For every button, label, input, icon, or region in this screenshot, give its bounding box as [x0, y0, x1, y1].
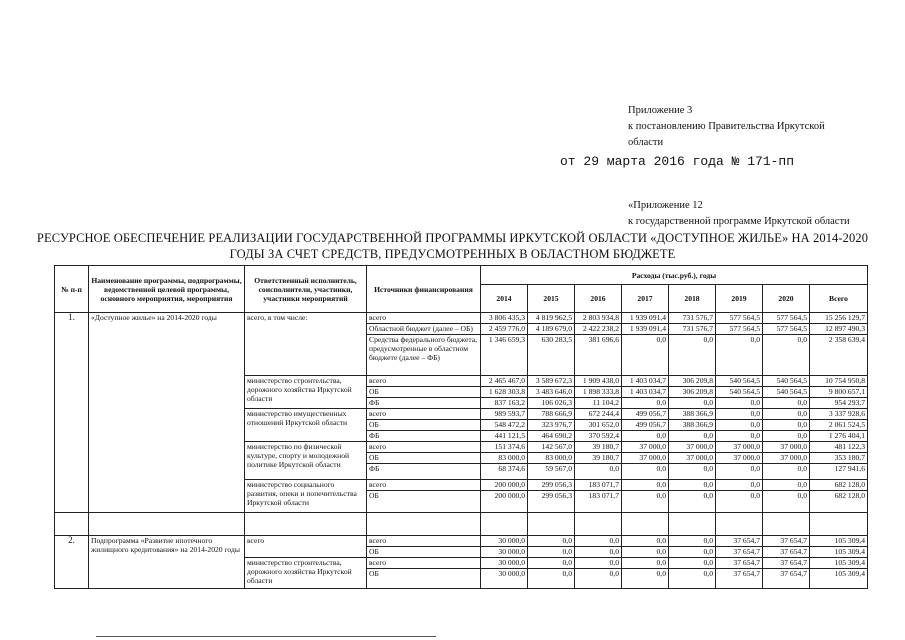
year-value: 37 000,0 [763, 453, 810, 464]
total-value: 105 309,4 [810, 558, 868, 569]
year-value: 0,0 [669, 464, 716, 480]
gap-cell [245, 513, 367, 536]
gap-cell [367, 513, 481, 536]
year-value: 0,0 [622, 335, 669, 376]
gap-cell [55, 513, 89, 536]
year-value: 37 654,7 [763, 558, 810, 569]
year-value: 0,0 [669, 398, 716, 409]
document-title [0, 230, 905, 262]
year-value: 0,0 [622, 464, 669, 480]
year-value: 37 654,7 [763, 569, 810, 589]
year-value: 0,0 [669, 558, 716, 569]
year-value: 0,0 [528, 558, 575, 569]
year-value: 37 654,7 [716, 558, 763, 569]
year-value: 37 654,7 [763, 536, 810, 547]
year-value: 0,0 [575, 464, 622, 480]
total-value: 3 337 928,6 [810, 409, 868, 420]
gap-cell [481, 513, 528, 536]
year-value: 106 026,3 [528, 398, 575, 409]
total-value: 105 309,4 [810, 547, 868, 558]
year-value: 183 071,7 [575, 480, 622, 491]
funding-source: ФБ [367, 431, 481, 442]
col-responsible-header: Ответственный исполнитель, соисполнители, участники, участники мероприятий [245, 266, 367, 313]
year-value: 37 000,0 [716, 442, 763, 453]
year-value: 0,0 [622, 480, 669, 491]
funding-source: Средства федерального бюджета, предусмотренные в областном бюджете (далее – ФБ) [367, 335, 481, 376]
year-value: 30 000,0 [481, 536, 528, 547]
funding-source: ОБ [367, 387, 481, 398]
col-expenses-header: Расходы (тыс.руб.), годы [481, 266, 868, 285]
year-value: 370 592,4 [575, 431, 622, 442]
page-bottom-rule [96, 636, 436, 637]
col-name-header: Наименование программы, подпрограммы, ведомственной целевой программы, основного мероприятия, мероприятия [89, 266, 245, 313]
total-value: 105 309,4 [810, 569, 868, 589]
year-value: 183 071,7 [575, 491, 622, 513]
year-value: 1 346 659,3 [481, 335, 528, 376]
table-row [55, 313, 868, 324]
year-value: 0,0 [622, 536, 669, 547]
program-reference: к государственной программе Иркутской области [628, 216, 850, 227]
year-value: 0,0 [669, 547, 716, 558]
year-value: 1 628 303,8 [481, 387, 528, 398]
funding-source: ФБ [367, 464, 481, 480]
year-value: 0,0 [763, 464, 810, 480]
gap-cell [810, 513, 868, 536]
funding-source: ФБ [367, 398, 481, 409]
region-label: области [628, 137, 664, 148]
funding-source: ОБ [367, 547, 481, 558]
responsible-sport: министерство по физической культуре, спорту и молодежной политике Иркутской области [245, 442, 367, 480]
year-value: 301 652,0 [575, 420, 622, 431]
col-num-header: № п-п [55, 266, 89, 313]
year-value: 0,0 [716, 491, 763, 513]
year-value: 200 000,0 [481, 480, 528, 491]
table-row [55, 536, 868, 547]
year-value: 0,0 [669, 491, 716, 513]
total-value: 353 180,7 [810, 453, 868, 464]
year-value: 0,0 [575, 547, 622, 558]
year-value: 3 483 646,0 [528, 387, 575, 398]
year-header: 2016 [575, 285, 622, 313]
year-value: 0,0 [763, 431, 810, 442]
year-value: 3 806 435,3 [481, 313, 528, 324]
year-header: 2017 [622, 285, 669, 313]
total-value: 127 941,6 [810, 464, 868, 480]
year-value: 306 209,8 [669, 376, 716, 387]
year-header: 2019 [716, 285, 763, 313]
year-value: 37 000,0 [716, 453, 763, 464]
row-number: 1. [55, 313, 89, 513]
year-value: 0,0 [528, 536, 575, 547]
funding-source: Областной бюджет (далее – ОБ) [367, 324, 481, 335]
gap-cell [89, 513, 245, 536]
funding-source: всего [367, 558, 481, 569]
total-value: 481 122,3 [810, 442, 868, 453]
total-value: 954 293,7 [810, 398, 868, 409]
year-value: 0,0 [716, 398, 763, 409]
year-value: 989 593,7 [481, 409, 528, 420]
year-value: 2 422 238,2 [575, 324, 622, 335]
funding-source: всего [367, 480, 481, 491]
year-value: 0,0 [716, 480, 763, 491]
year-value: 0,0 [763, 491, 810, 513]
budget-table [54, 265, 868, 589]
total-value: 1 276 404,1 [810, 431, 868, 442]
year-value: 0,0 [622, 491, 669, 513]
funding-source: всего [367, 442, 481, 453]
year-value: 83 000,0 [528, 453, 575, 464]
total-value: 9 800 657,1 [810, 387, 868, 398]
year-value: 0,0 [763, 335, 810, 376]
year-value: 0,0 [622, 547, 669, 558]
section-gap [55, 513, 868, 536]
responsible-total: всего, в том числе: [245, 313, 367, 376]
total-value: 10 754 950,8 [810, 376, 868, 387]
year-value: 1 403 034,7 [622, 387, 669, 398]
year-value: 0,0 [716, 409, 763, 420]
year-value: 0,0 [669, 536, 716, 547]
year-value: 37 000,0 [669, 442, 716, 453]
year-value: 151 374,6 [481, 442, 528, 453]
annex-header [628, 103, 825, 151]
year-value: 540 564,5 [763, 387, 810, 398]
program-name: «Доступное жилье» на 2014-2020 годы [89, 313, 245, 513]
funding-source: ОБ [367, 569, 481, 589]
year-value: 0,0 [575, 569, 622, 589]
year-value: 37 000,0 [669, 453, 716, 464]
year-value: 299 056,3 [528, 480, 575, 491]
year-value: 37 654,7 [716, 536, 763, 547]
year-value: 37 000,0 [622, 442, 669, 453]
year-value: 672 244,4 [575, 409, 622, 420]
year-value: 4 819 962,5 [528, 313, 575, 324]
year-value: 0,0 [669, 480, 716, 491]
year-value: 0,0 [622, 398, 669, 409]
total-value: 12 897 490,3 [810, 324, 868, 335]
funding-source: всего [367, 536, 481, 547]
year-value: 0,0 [669, 569, 716, 589]
funding-source: всего [367, 313, 481, 324]
year-value: 788 666,9 [528, 409, 575, 420]
year-value: 0,0 [622, 558, 669, 569]
year-value: 577 564,5 [763, 313, 810, 324]
year-value: 837 163,2 [481, 398, 528, 409]
year-value: 2 803 934,8 [575, 313, 622, 324]
gap-cell [763, 513, 810, 536]
year-value: 0,0 [716, 464, 763, 480]
responsible-social: министерство социального развития, опеки и попечительства Иркутской области [245, 480, 367, 513]
year-value: 540 564,5 [716, 387, 763, 398]
year-value: 37 654,7 [763, 547, 810, 558]
year-value: 2 465 467,0 [481, 376, 528, 387]
year-value: 0,0 [575, 558, 622, 569]
year-value: 0,0 [763, 398, 810, 409]
year-value: 388 366,9 [669, 409, 716, 420]
year-value: 37 000,0 [763, 442, 810, 453]
year-header: 2020 [763, 285, 810, 313]
funding-source: ОБ [367, 453, 481, 464]
year-value: 142 567,0 [528, 442, 575, 453]
year-value: 37 000,0 [622, 453, 669, 464]
year-value: 0,0 [622, 569, 669, 589]
year-value: 1 939 091,4 [622, 324, 669, 335]
year-value: 200 000,0 [481, 491, 528, 513]
subprogram-name: Подпрограмма «Развитие ипотечного жилищного кредитования» на 2014-2020 годы [89, 536, 245, 589]
year-value: 0,0 [528, 569, 575, 589]
title-line-2: ГОДЫ ЗА СЧЕТ СРЕДСТВ, ПРЕДУСМОТРЕННЫХ В ОБЛАСТНОМ БЮДЖЕТЕ [229, 247, 676, 261]
year-value: 499 056,7 [622, 409, 669, 420]
total-header: Всего [810, 285, 868, 313]
year-value: 30 000,0 [481, 558, 528, 569]
decree-reference: к постановлению Правительства Иркутской [628, 121, 825, 132]
year-value: 0,0 [669, 335, 716, 376]
responsible-construction: министерство строительства, дорожного хозяйства Иркутской области [245, 558, 367, 589]
year-value: 499 056,7 [622, 420, 669, 431]
year-value: 0,0 [763, 480, 810, 491]
annex12-header [628, 198, 850, 230]
row-number: 2. [55, 536, 89, 589]
col-source-header: Источники финансирования [367, 266, 481, 313]
year-value: 306 209,8 [669, 387, 716, 398]
year-value: 577 564,5 [763, 324, 810, 335]
year-header: 2014 [481, 285, 528, 313]
year-value: 0,0 [622, 431, 669, 442]
funding-source: всего [367, 376, 481, 387]
year-header: 2015 [528, 285, 575, 313]
year-value: 30 000,0 [481, 547, 528, 558]
year-value: 39 180,7 [575, 442, 622, 453]
year-header: 2018 [669, 285, 716, 313]
year-value: 37 654,7 [716, 569, 763, 589]
year-value: 3 589 672,3 [528, 376, 575, 387]
year-value: 83 000,0 [481, 453, 528, 464]
year-value: 0,0 [763, 409, 810, 420]
year-value: 0,0 [716, 335, 763, 376]
year-value: 388 366,9 [669, 420, 716, 431]
table-header-row [55, 266, 868, 285]
title-line-1: РЕСУРСНОЕ ОБЕСПЕЧЕНИЕ РЕАЛИЗАЦИИ ГОСУДАРСТВЕННОЙ ПРОГРАММЫ ИРКУТСКОЙ ОБЛАСТИ «ДОСТУПНОЕ ЖИЛЬЕ» НА 2014-2020 [36, 231, 869, 245]
responsible-construction: министерство строительства, дорожного хозяйства Иркутской области [245, 376, 367, 409]
year-value: 323 976,7 [528, 420, 575, 431]
year-value: 1 898 333,8 [575, 387, 622, 398]
year-value: 1 939 091,4 [622, 313, 669, 324]
year-value: 731 576,7 [669, 324, 716, 335]
year-value: 0,0 [669, 431, 716, 442]
year-value: 37 654,7 [716, 547, 763, 558]
total-value: 15 256 129,7 [810, 313, 868, 324]
total-value: 2 358 639,4 [810, 335, 868, 376]
annex12-label: «Приложение 12 [628, 200, 703, 211]
year-value: 548 472,2 [481, 420, 528, 431]
year-value: 0,0 [575, 536, 622, 547]
year-value: 0,0 [528, 547, 575, 558]
year-value: 630 283,5 [528, 335, 575, 376]
year-value: 4 189 679,0 [528, 324, 575, 335]
gap-cell [622, 513, 669, 536]
total-value: 682 128,0 [810, 491, 868, 513]
funding-source: всего [367, 409, 481, 420]
year-value: 0,0 [716, 431, 763, 442]
year-value: 68 374,6 [481, 464, 528, 480]
total-value: 2 061 524,5 [810, 420, 868, 431]
gap-cell [528, 513, 575, 536]
year-value: 731 576,7 [669, 313, 716, 324]
year-value: 1 909 438,0 [575, 376, 622, 387]
year-value: 441 121,5 [481, 431, 528, 442]
year-value: 381 696,6 [575, 335, 622, 376]
year-value: 2 459 776,0 [481, 324, 528, 335]
year-value: 1 403 034,7 [622, 376, 669, 387]
year-value: 299 056,3 [528, 491, 575, 513]
responsible-property: министерство имущественных отношений Иркутской области [245, 409, 367, 442]
gap-cell [669, 513, 716, 536]
year-value: 39 180,7 [575, 453, 622, 464]
responsible-total: всего [245, 536, 367, 558]
year-value: 0,0 [716, 420, 763, 431]
gap-cell [716, 513, 763, 536]
decree-date: от 29 марта 2016 года № 171-пп [560, 154, 795, 169]
year-value: 0,0 [763, 420, 810, 431]
year-value: 30 000,0 [481, 569, 528, 589]
total-value: 682 128,0 [810, 480, 868, 491]
funding-source: ОБ [367, 491, 481, 513]
year-value: 540 564,5 [716, 376, 763, 387]
total-value: 105 309,4 [810, 536, 868, 547]
year-value: 577 564,5 [716, 313, 763, 324]
year-value: 577 564,5 [716, 324, 763, 335]
year-value: 464 690,2 [528, 431, 575, 442]
gap-cell [575, 513, 622, 536]
funding-source: ОБ [367, 420, 481, 431]
annex3-label: Приложение 3 [628, 105, 693, 116]
year-value: 11 104,2 [575, 398, 622, 409]
year-value: 59 567,0 [528, 464, 575, 480]
year-value: 540 564,5 [763, 376, 810, 387]
